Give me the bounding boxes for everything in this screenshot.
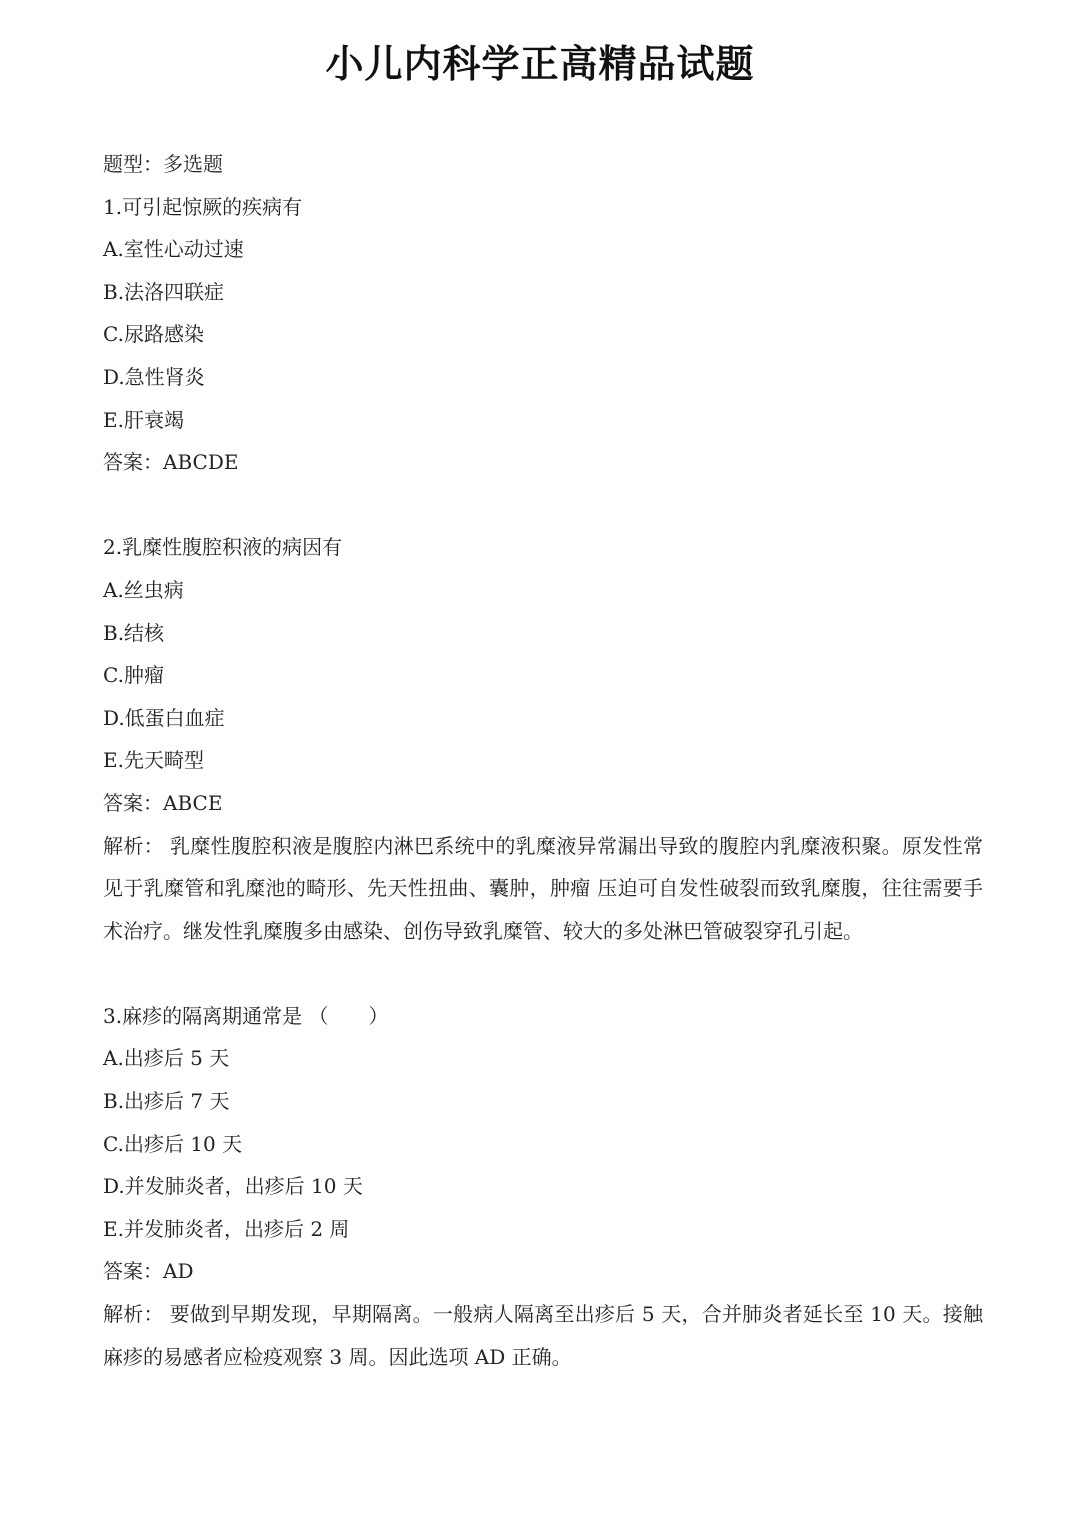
document-title: 小儿内科学正高精品试题 [325,42,755,86]
question-stem: 1.可引起惊厥的疾病有 [103,194,303,219]
analysis-paragraph [103,1293,983,1378]
option-e: E.并发肺炎者，出疹后 2 周 [103,1216,350,1241]
option-b: B.法洛四联症 [103,279,225,304]
option-e: E.肝衰竭 [103,407,184,432]
option-d: D.低蛋白血症 [103,705,225,730]
spacer [103,484,983,527]
question-3 [103,995,983,1378]
option-e: E.先天畸型 [103,748,204,773]
option-c: C.出疹后 10 天 [103,1131,243,1156]
analysis-label: 解析： [103,833,164,858]
analysis-label: 解析： [103,1302,164,1327]
option-b: B.出疹后 7 天 [103,1089,230,1114]
option-a: A.出疹后 5 天 [103,1046,230,1071]
option-d: D.急性肾炎 [103,364,205,389]
analysis-paragraph [103,825,983,953]
analysis-text: 要做到早期发现，早期隔离。一般病人隔离至出疹后 5 天，合并肺炎者延长至 10 天。接触麻疹的易感者应检疫观察 3 周。因此选项 AD 正确。 [103,1302,984,1369]
question-2 [103,526,983,952]
answer: 答案：ABCE [103,790,223,815]
question-type-label: 题型：多选题 [103,152,223,176]
option-c: C.肿瘤 [103,663,164,688]
option-b: B.结核 [103,620,165,645]
spacer [103,952,983,995]
option-d: D.并发肺炎者，出疹后 10 天 [103,1174,363,1199]
option-a: A.丝虫病 [103,577,184,602]
answer: 答案：ABCDE [103,450,239,475]
option-a: A.室性心动过速 [103,237,244,262]
question-1 [103,186,983,484]
document-body [103,143,983,1378]
question-stem: 2.乳糜性腹腔积液的病因有 [103,535,343,560]
answer: 答案：AD [103,1259,194,1284]
question-stem: 3.麻疹的隔离期通常是 （ ） [103,1003,389,1028]
option-c: C.尿路感染 [103,322,204,347]
analysis-text: 乳糜性腹腔积液是腹腔内淋巴系统中的乳糜液异常漏出导致的腹腔内乳糜液积聚。原发性常见于乳糜管和乳糜池的畸形、先天性扭曲、囊肿，肿瘤 压迫可自发性破裂而致乳糜腹，往往需要手术治疗。继发性乳糜腹多由感染、创伤导致乳糜管、较大的多处淋巴管破裂穿孔引起。 [103,833,983,943]
